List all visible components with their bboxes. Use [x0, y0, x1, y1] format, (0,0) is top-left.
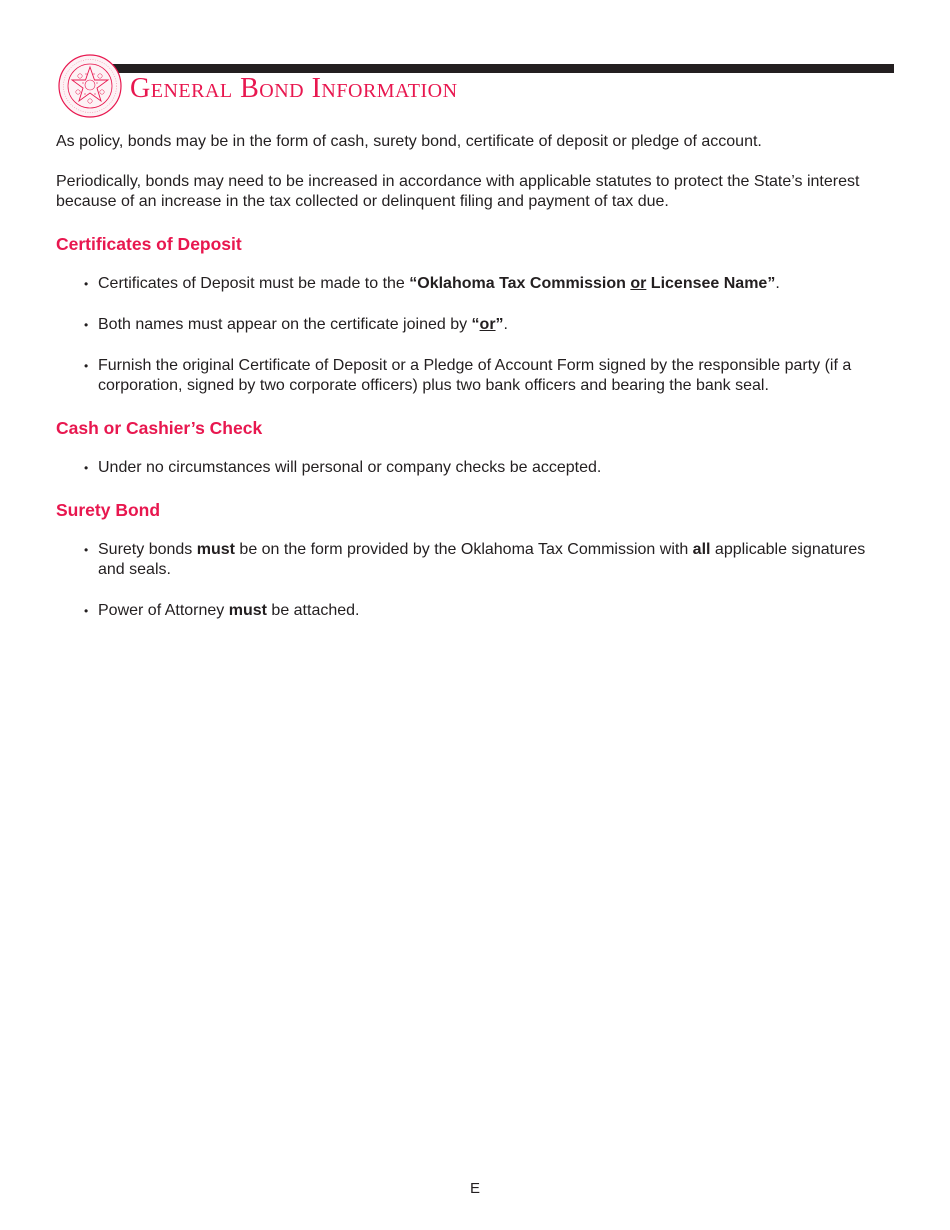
list-item: • Under no circumstances will personal or company checks be accepted.: [98, 458, 886, 478]
section-heading-surety: Surety Bond: [56, 500, 161, 520]
emphasis: all: [692, 541, 711, 558]
intro-paragraph-1: As policy, bonds may be in the form of cash, surety bond, certificate of deposit or pledge of account.: [56, 133, 762, 150]
emphasis: must: [228, 602, 267, 619]
list-item: • Certificates of Deposit must be made to the “Oklahoma Tax Commission or Licensee Name”.: [98, 274, 886, 294]
text: Certificates of Deposit must be made to the: [98, 275, 410, 292]
list-item: • Furnish the original Certificate of Deposit or a Pledge of Account Form signed by the responsible party (if a corporation, signed by two corporate officers) plus two bank officers and bearing the bank seal.: [98, 356, 886, 396]
page-label: E: [469, 1180, 480, 1197]
list-item: • Power of Attorney must be attached.: [98, 601, 886, 621]
certificates-list: [56, 274, 886, 396]
list-item: • Surety bonds must be on the form provided by the Oklahoma Tax Commission with all applicable signatures and seals.: [98, 540, 886, 580]
section-heading-cash: Cash or Cashier’s Check: [56, 418, 263, 438]
cash-list: [56, 458, 886, 478]
page-title: General Bond Information: [130, 73, 458, 104]
emphasis: must: [196, 541, 235, 558]
surety-list: [56, 540, 886, 621]
text: Both names must appear on the certificate joined by: [98, 316, 472, 333]
list-item: • Both names must appear on the certificate joined by “or”.: [98, 315, 886, 335]
page-content: [56, 132, 886, 621]
emphasis: “Oklahoma Tax Commission or Licensee Name”: [409, 275, 776, 292]
intro-paragraph-2: Periodically, bonds may need to be increased in accordance with applicable statutes to protect the State’s interest because of an increase in the tax collected or delinquent filing and payment of tax due.: [56, 173, 860, 210]
state-seal-logo: [58, 54, 122, 118]
emphasis: “or”: [471, 316, 504, 333]
section-heading-certificates: Certificates of Deposit: [56, 234, 242, 254]
